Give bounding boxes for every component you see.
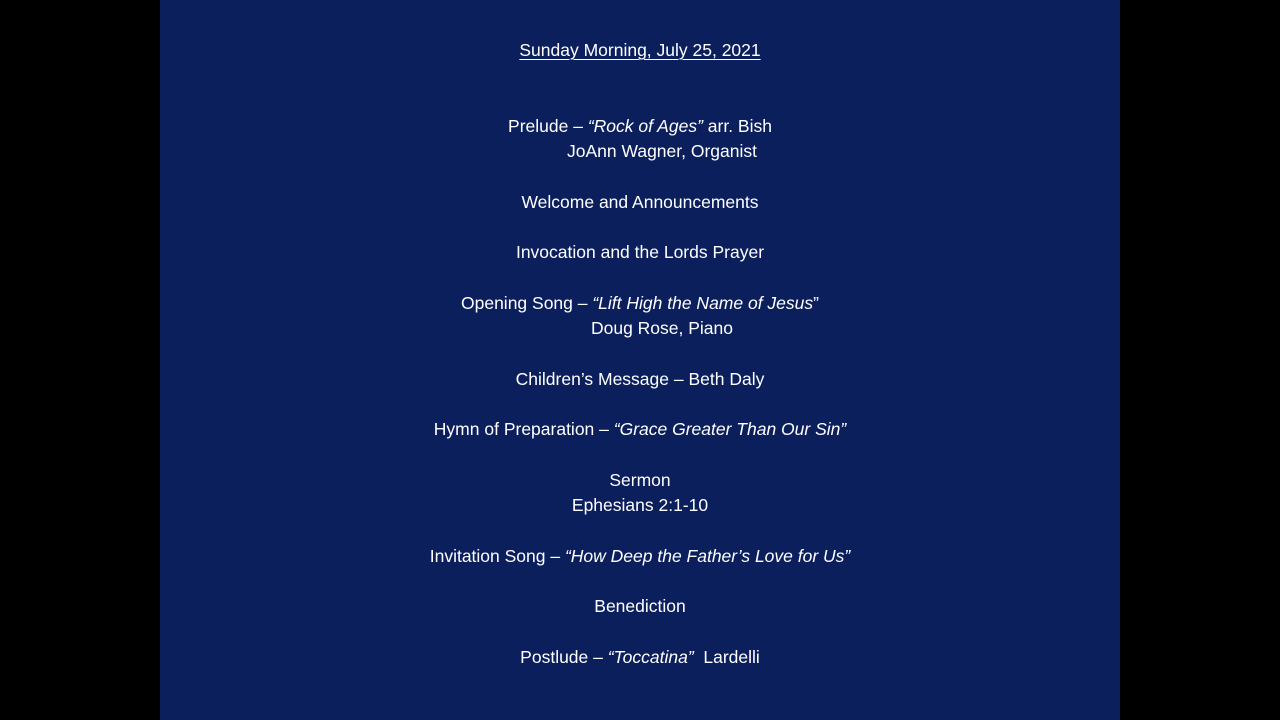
prelude-line (160, 114, 1120, 139)
childrens-message-line: Children’s Message – Beth Daly (515, 369, 765, 389)
opening-song-performer: Doug Rose, Piano (590, 318, 734, 338)
invocation-line: Invocation and the Lords Prayer (515, 242, 765, 262)
prelude-performer: JoAnn Wagner, Organist (566, 141, 757, 161)
opening-song-line (160, 291, 1120, 316)
hymn-piece: “Grace Greater Than Our Sin” (613, 419, 847, 439)
sermon-line: Sermon (609, 470, 671, 490)
postlude-piece: “Toccatina” (607, 647, 694, 667)
opening-song-label: Opening Song – (461, 293, 593, 313)
opening-song-piece: “Lift High the Name of Jesus (592, 293, 814, 313)
benediction-line: Benediction (594, 596, 686, 616)
postlude-suffix: Lardelli (693, 647, 760, 667)
prelude-suffix: arr. Bish (702, 116, 772, 136)
welcome-line: Welcome and Announcements (521, 192, 759, 212)
sermon-scripture: Ephesians 2:1-10 (571, 495, 709, 515)
opening-song-suffix: ” (813, 293, 819, 313)
invitation-line (160, 544, 1120, 569)
prelude-label: Prelude – (508, 116, 588, 136)
invitation-label: Invitation Song – (429, 546, 565, 566)
bulletin-slide (160, 0, 1120, 720)
slide-title: Sunday Morning, July 25, 2021 (519, 40, 761, 60)
postlude-label: Postlude – (520, 647, 608, 667)
invitation-piece: “How Deep the Father’s Love for Us” (564, 546, 851, 566)
prelude-piece: “Rock of Ages” (587, 116, 703, 136)
hymn-line (160, 417, 1120, 442)
postlude-line (160, 645, 1120, 670)
hymn-label: Hymn of Preparation – (433, 419, 614, 439)
